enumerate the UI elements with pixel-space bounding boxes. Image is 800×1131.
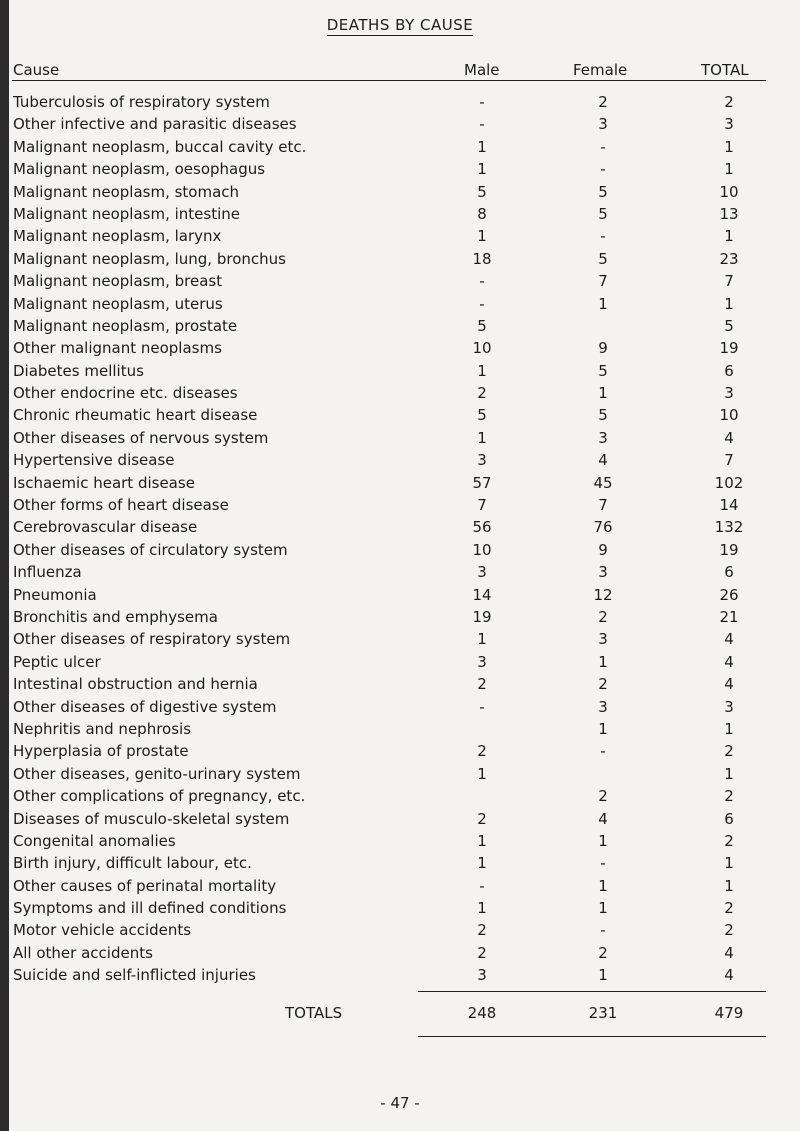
table-row: [0, 91, 800, 113]
female-cell: -: [600, 921, 606, 940]
male-cell: 2: [477, 943, 487, 962]
total-cell: 2: [724, 787, 734, 806]
page-number: - 47 -: [380, 1094, 420, 1112]
cause-cell: Hypertensive disease: [13, 451, 175, 470]
table-row: [0, 158, 800, 180]
male-cell: 56: [472, 518, 492, 537]
female-cell: 2: [598, 787, 608, 806]
cause-cell: Other causes of perinatal mortality: [13, 876, 277, 895]
cause-cell: All other accidents: [13, 943, 153, 962]
totals-male: 248: [467, 1004, 497, 1022]
table-row: [0, 740, 800, 762]
cause-cell: Diseases of musculo-skeletal system: [13, 809, 290, 828]
male-cell: 1: [477, 899, 487, 918]
female-cell: 3: [598, 697, 608, 716]
cause-cell: Malignant neoplasm, breast: [13, 272, 223, 291]
cause-cell: Malignant neoplasm, buccal cavity etc.: [13, 137, 307, 156]
total-cell: 4: [724, 630, 734, 649]
male-cell: 3: [477, 652, 487, 671]
female-cell: 3: [598, 115, 608, 134]
cause-cell: Suicide and self-inflicted injuries: [13, 966, 256, 985]
table-row: [0, 696, 800, 718]
totals-total: 479: [714, 1004, 744, 1022]
female-cell: 2: [598, 93, 608, 111]
male-cell: 1: [477, 361, 487, 380]
cause-cell: Motor vehicle accidents: [13, 921, 192, 940]
total-cell: 2: [724, 921, 734, 940]
female-cell: 45: [593, 473, 613, 492]
total-cell: 6: [724, 563, 734, 582]
female-cell: 1: [598, 876, 608, 895]
total-cell: 10: [719, 182, 739, 201]
cause-cell: Hyperplasia of prostate: [13, 742, 189, 761]
total-cell: 1: [724, 227, 734, 246]
cause-cell: Other endocrine etc. diseases: [13, 384, 238, 403]
cause-cell: Nephritis and nephrosis: [13, 719, 192, 738]
total-cell: 4: [724, 652, 734, 671]
total-cell: 14: [719, 496, 739, 515]
cause-cell: Malignant neoplasm, intestine: [13, 204, 240, 223]
table-row: [0, 651, 800, 673]
cause-cell: Malignant neoplasm, prostate: [13, 316, 238, 335]
female-cell: 3: [598, 563, 608, 582]
male-cell: 5: [477, 182, 487, 201]
female-cell: 1: [598, 831, 608, 850]
total-cell: 21: [719, 607, 739, 626]
total-cell: 23: [719, 249, 739, 268]
male-cell: 5: [477, 406, 487, 425]
female-cell: 4: [598, 451, 608, 470]
cause-cell: Influenza: [13, 563, 82, 582]
total-cell: 6: [724, 361, 734, 380]
cause-cell: Malignant neoplasm, larynx: [13, 227, 222, 246]
table-row: [0, 315, 800, 337]
cause-cell: Other diseases of nervous system: [13, 428, 269, 447]
male-cell: -: [479, 294, 485, 313]
female-cell: 12: [593, 585, 613, 604]
total-cell: 2: [724, 899, 734, 918]
table-row: [0, 113, 800, 135]
table-row: [0, 427, 800, 449]
female-cell: 1: [598, 384, 608, 403]
total-cell: 4: [724, 943, 734, 962]
table-row: [0, 539, 800, 561]
male-cell: 8: [477, 204, 487, 223]
female-cell: 9: [598, 540, 608, 559]
male-cell: 1: [477, 428, 487, 447]
male-cell: 1: [477, 854, 487, 873]
female-cell: 3: [598, 630, 608, 649]
female-cell: 1: [598, 719, 608, 738]
table-row: [0, 382, 800, 404]
male-cell: -: [479, 697, 485, 716]
cause-cell: Other malignant neoplasms: [13, 339, 222, 358]
male-cell: 5: [477, 316, 487, 335]
total-cell: 1: [724, 160, 734, 179]
male-cell: 1: [477, 764, 487, 783]
table-row: [0, 673, 800, 695]
total-cell: 4: [724, 675, 734, 694]
female-cell: 5: [598, 204, 608, 223]
female-cell: 5: [598, 406, 608, 425]
table-row: [0, 360, 800, 382]
male-cell: 14: [472, 585, 492, 604]
cause-cell: Malignant neoplasm, uterus: [13, 294, 223, 313]
male-cell: 2: [477, 675, 487, 694]
table-row: [0, 270, 800, 292]
male-cell: 1: [477, 160, 487, 179]
total-cell: 6: [724, 809, 734, 828]
table-row: [0, 584, 800, 606]
totals-rule-bottom: [418, 1036, 766, 1037]
male-cell: 10: [472, 339, 492, 358]
cause-cell: Tuberculosis of respiratory system: [13, 93, 270, 111]
total-cell: 1: [724, 294, 734, 313]
female-cell: 5: [598, 182, 608, 201]
cause-cell: Other diseases, genito-urinary system: [13, 764, 301, 783]
cause-cell: Cerebrovascular disease: [13, 518, 198, 537]
total-cell: 4: [724, 428, 734, 447]
table-row: [0, 472, 800, 494]
female-cell: 9: [598, 339, 608, 358]
male-cell: 3: [477, 966, 487, 985]
deaths-table: [0, 91, 800, 987]
cause-cell: Pneumonia: [13, 585, 97, 604]
total-cell: 3: [724, 115, 734, 134]
page-title-text: DEATHS BY CAUSE: [326, 16, 474, 34]
total-cell: 1: [724, 854, 734, 873]
female-cell: 7: [598, 496, 608, 515]
female-cell: 2: [598, 943, 608, 962]
total-cell: 13: [719, 204, 739, 223]
table-row: [0, 718, 800, 740]
table-row: [0, 852, 800, 874]
total-cell: 132: [714, 518, 744, 537]
male-cell: 1: [477, 137, 487, 156]
table-row: [0, 606, 800, 628]
female-cell: 1: [598, 899, 608, 918]
totals-female: 231: [588, 1004, 618, 1022]
total-cell: 2: [724, 93, 734, 111]
table-row: [0, 785, 800, 807]
total-cell: 5: [724, 316, 734, 335]
table-row: [0, 964, 800, 986]
male-cell: 7: [477, 496, 487, 515]
total-cell: 26: [719, 585, 739, 604]
male-cell: 2: [477, 384, 487, 403]
total-cell: 7: [724, 272, 734, 291]
table-row: [0, 293, 800, 315]
cause-cell: Diabetes mellitus: [13, 361, 144, 380]
cause-cell: Malignant neoplasm, lung, bronchus: [13, 249, 286, 268]
female-cell: 7: [598, 272, 608, 291]
cause-cell: Other forms of heart disease: [13, 496, 229, 515]
female-cell: -: [600, 742, 606, 761]
table-row: [0, 181, 800, 203]
cause-cell: Bronchitis and emphysema: [13, 607, 218, 626]
page-title: [0, 16, 800, 34]
total-cell: 3: [724, 384, 734, 403]
table-row: [0, 449, 800, 471]
male-cell: -: [479, 115, 485, 134]
total-cell: 1: [724, 137, 734, 156]
male-cell: -: [479, 93, 485, 111]
male-cell: 2: [477, 742, 487, 761]
header-male: Male: [464, 61, 500, 79]
table-row: [0, 830, 800, 852]
table-row: [0, 494, 800, 516]
female-cell: 1: [598, 294, 608, 313]
table-row: [0, 136, 800, 158]
table-row: [0, 404, 800, 426]
female-cell: 2: [598, 607, 608, 626]
table-row: [0, 337, 800, 359]
male-cell: 2: [477, 809, 487, 828]
total-cell: 7: [724, 451, 734, 470]
table-row: [0, 561, 800, 583]
table-row: [0, 225, 800, 247]
female-cell: -: [600, 854, 606, 873]
total-cell: 19: [719, 540, 739, 559]
cause-cell: Congenital anomalies: [13, 831, 176, 850]
cause-cell: Symptoms and ill defined conditions: [13, 899, 287, 918]
male-cell: 3: [477, 451, 487, 470]
cause-cell: Chronic rheumatic heart disease: [13, 406, 258, 425]
table-row: [0, 516, 800, 538]
female-cell: 76: [593, 518, 613, 537]
female-cell: 3: [598, 428, 608, 447]
table-row: [0, 203, 800, 225]
female-cell: -: [600, 227, 606, 246]
male-cell: 1: [477, 831, 487, 850]
total-cell: 2: [724, 742, 734, 761]
female-cell: -: [600, 137, 606, 156]
female-cell: 1: [598, 652, 608, 671]
cause-cell: Other diseases of respiratory system: [13, 630, 291, 649]
cause-cell: Other diseases of circulatory system: [13, 540, 288, 559]
cause-cell: Other complications of pregnancy, etc.: [13, 787, 306, 806]
male-cell: 1: [477, 227, 487, 246]
male-cell: 18: [472, 249, 492, 268]
totals-label: TOTALS: [285, 1004, 343, 1022]
male-cell: 10: [472, 540, 492, 559]
header-rule: [12, 80, 766, 81]
total-cell: 19: [719, 339, 739, 358]
female-cell: 1: [598, 966, 608, 985]
table-row: [0, 875, 800, 897]
female-cell: 5: [598, 249, 608, 268]
total-cell: 1: [724, 876, 734, 895]
table-row: [0, 808, 800, 830]
total-cell: 102: [714, 473, 744, 492]
cause-cell: Other diseases of digestive system: [13, 697, 277, 716]
header-female: Female: [573, 61, 628, 79]
table-row: [0, 628, 800, 650]
cause-cell: Birth injury, difficult labour, etc.: [13, 854, 252, 873]
female-cell: 2: [598, 675, 608, 694]
cause-cell: Other infective and parasitic diseases: [13, 115, 297, 134]
table-row: [0, 763, 800, 785]
total-cell: 3: [724, 697, 734, 716]
female-cell: -: [600, 160, 606, 179]
table-row: [0, 919, 800, 941]
cause-cell: Malignant neoplasm, stomach: [13, 182, 240, 201]
cause-cell: Peptic ulcer: [13, 652, 101, 671]
total-cell: 4: [724, 966, 734, 985]
male-cell: -: [479, 272, 485, 291]
female-cell: 4: [598, 809, 608, 828]
male-cell: 57: [472, 473, 492, 492]
cause-cell: Intestinal obstruction and hernia: [13, 675, 258, 694]
total-cell: 10: [719, 406, 739, 425]
total-cell: 1: [724, 764, 734, 783]
total-cell: 1: [724, 719, 734, 738]
table-row: [0, 248, 800, 270]
male-cell: 2: [477, 921, 487, 940]
male-cell: 3: [477, 563, 487, 582]
male-cell: 1: [477, 630, 487, 649]
header-total: TOTAL: [701, 61, 749, 79]
female-cell: 5: [598, 361, 608, 380]
table-row: [0, 897, 800, 919]
table-row: [0, 942, 800, 964]
total-cell: 2: [724, 831, 734, 850]
header-cause: Cause: [13, 61, 60, 79]
male-cell: 19: [472, 607, 492, 626]
cause-cell: Ischaemic heart disease: [13, 473, 195, 492]
cause-cell: Malignant neoplasm, oesophagus: [13, 160, 266, 179]
totals-rule-top: [418, 991, 766, 992]
male-cell: -: [479, 876, 485, 895]
